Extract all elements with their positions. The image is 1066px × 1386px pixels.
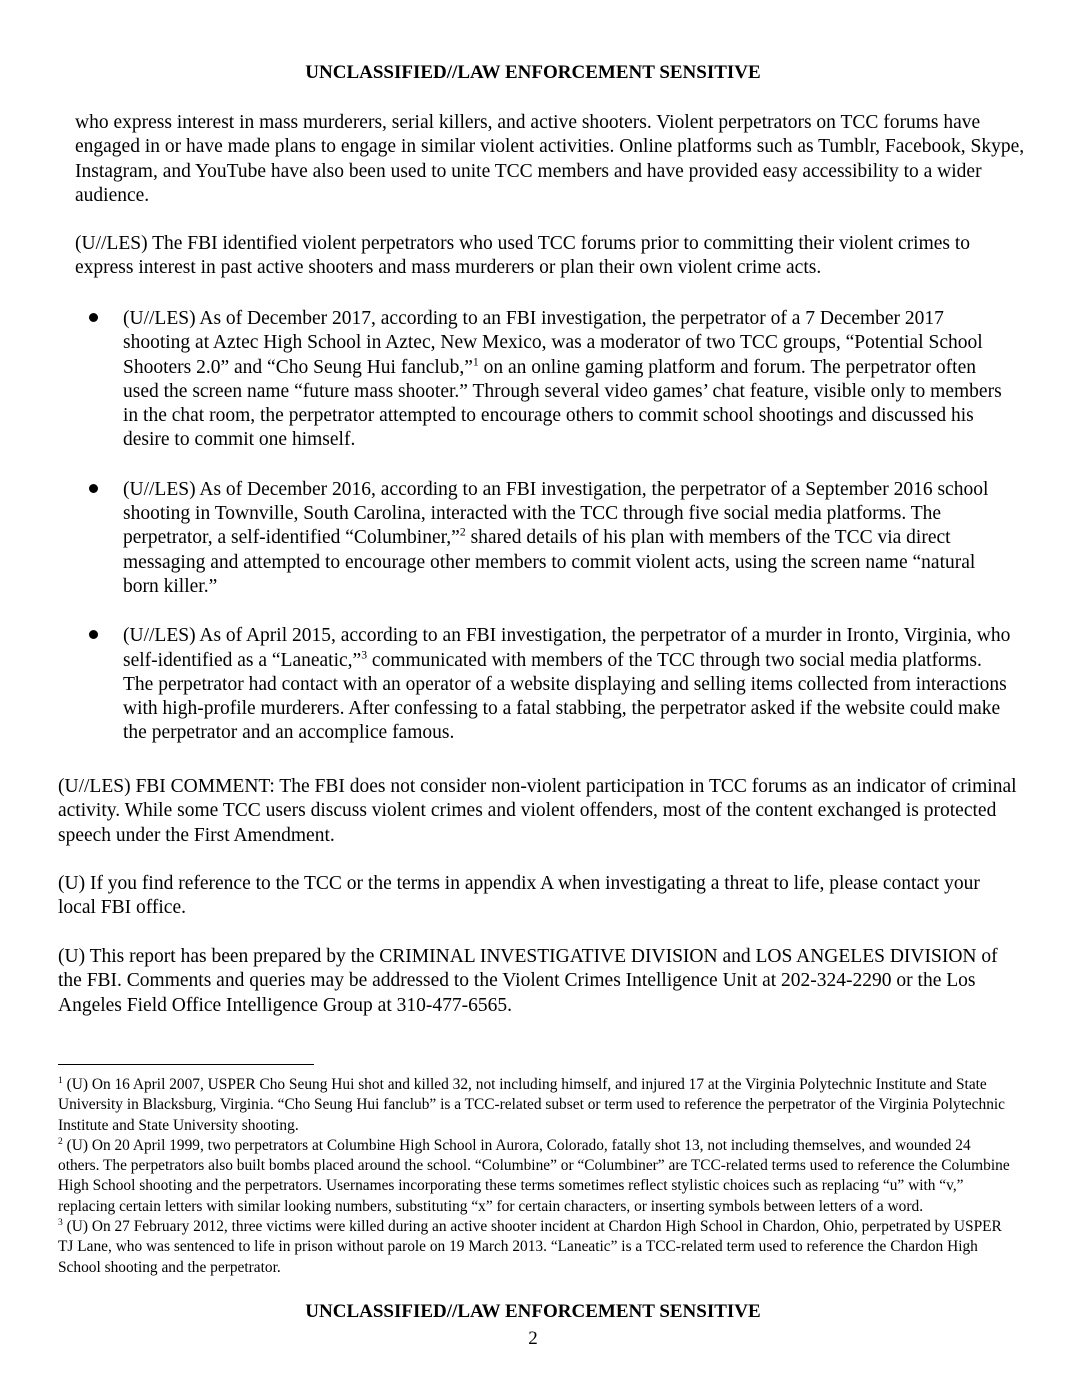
prepared-by-paragraph: (U) This report has been prepared by the CRIMINAL INVESTIGATIVE DIVISION and LOS ANGELES DIVISION of the FBI. Comments and queries may be addressed to the Violent Crimes Intelligence Unit at 202-324-2290 or the Los Angeles Field Office Intelligence Group at 310-477-6565.: [58, 946, 998, 1016]
footnote-number: 3: [58, 1216, 63, 1228]
contact-paragraph: (U) If you find reference to the TCC or the terms in appendix A when investigating a threat to life, please contact your local FBI office.: [58, 873, 980, 919]
case-bullet-2: [0, 478, 1013, 599]
footnote-3: [58, 1217, 1013, 1278]
page-number: 2: [528, 1328, 538, 1349]
bullet-text-after: shared details of his plan with members of the TCC via direct messaging and attempted to encourage other members to commit violent acts, using the screen name “natural born killer.”: [123, 527, 976, 597]
footnote-2: [58, 1136, 1013, 1217]
bullet-text-before: (U//LES) As of December 2017, according to an FBI investigation, the perpetrator of a 7 December 2017 shooting at Aztec High School in Aztec, New Mexico, was a moderator of two TCC groups, “Potential School Shooters 2.0” and “Cho Seung Hui fanclub,”: [123, 308, 983, 378]
footnote-text: (U) On 27 February 2012, three victims were killed during an active shooter incident at Chardon High School in Chardon, Ohio, perpetrated by USPER TJ Lane, who was sentenced to life in prison without parole on 19 March 2013. “Laneatic” is a TCC-related term used to reference the Chardon High School shooting and the perpetrator.: [58, 1218, 1002, 1276]
case-bullet-3: [0, 624, 1013, 745]
classification-banner-bottom: UNCLASSIFIED//LAW ENFORCEMENT SENSITIVE: [305, 1301, 761, 1322]
bullet-dot-icon: [89, 630, 98, 639]
footnote-text: (U) On 20 April 1999, two perpetrators at Columbine High School in Aurora, Colorado, fatally shot 13, not including themselves, and wounded 24 others. The perpetrators also built bombs placed around the school. “Columbine” or “Columbiner” are TCC-related terms used to reference the Columbine High School shooting and the perpetrators. Usernames incorporating these terms sometimes reflect stylistic choices such as replacing “u” with “v,” replacing certain letters with similar looking numbers, substituting “x” for certain characters, or inserting symbols between letters of a word.: [58, 1136, 1010, 1215]
footnote-ref-1[interactable]: 1: [472, 355, 479, 369]
footnote-text: (U) On 16 April 2007, USPER Cho Seung Hui shot and killed 32, not including himself, and injured 17 at the Virginia Polytechnic Institute and State University in Blacksburg, Virginia. “Cho Seung Hui fanclub” is a TCC-related subset or term used to reference the perpetrator of the Virginia Polytechnic Institute and State University shooting.: [58, 1076, 1006, 1134]
footnote-ref-3[interactable]: 3: [361, 648, 368, 662]
bullet-text-before: (U//LES) As of April 2015, according to an FBI investigation, the perpetrator of a murder in Ironto, Virginia, who self-identified as a “Laneatic,”: [123, 625, 1011, 671]
footnote-ref-2[interactable]: 2: [459, 525, 466, 539]
footnote-divider: [58, 1064, 314, 1065]
footnote-number: 1: [58, 1074, 63, 1086]
bullet-text-after: communicated with members of the TCC through two social media platforms. The perpetrator had contact with an operator of a website displaying and selling items collected from interactions with high-profile murderers. After confessing to a fatal stabbing, the perpetrator asked if the website could make the perpetrator and an accomplice famous.: [123, 649, 1007, 744]
bullet-dot-icon: [89, 313, 98, 322]
footnote-1: [58, 1075, 1013, 1136]
bullet-text-after: on an online gaming platform and forum. The perpetrator often used the screen name “future mass shooter.” Through several video games’ chat feature, visible only to members in the chat room, the perpetrator attempted to encourage others to commit school shootings and discussed his desire to commit one himself.: [123, 356, 1002, 451]
finding-paragraph: (U//LES) The FBI identified violent perpetrators who used TCC forums prior to committing their violent crimes to express interest in past active shooters and mass murderers or plan their own violent crime acts.: [75, 233, 971, 279]
bullet-dot-icon: [89, 484, 98, 493]
case-bullet-list: [0, 307, 1066, 771]
intro-paragraph: who express interest in mass murderers, serial killers, and active shooters. Violent perpetrators on TCC forums have engaged in or have made plans to engage in similar violent activities. Online platforms such as Tumblr, Facebook, Skype, Instagram, and YouTube have also been used to unite TCC members and have provided easy accessibility to a wider audience.: [75, 112, 1025, 206]
footnote-number: 2: [58, 1135, 63, 1147]
case-bullet-1: [0, 307, 1013, 453]
fbi-comment-paragraph: (U//LES) FBI COMMENT: The FBI does not consider non-violent participation in TCC forums as an indicator of criminal activity. While some TCC users discuss violent crimes and violent offenders, most of the content exchanged is protected speech under the First Amendment.: [58, 776, 1017, 846]
classification-banner-top: UNCLASSIFIED//LAW ENFORCEMENT SENSITIVE: [305, 62, 761, 83]
footnotes: [58, 1075, 1013, 1278]
bullet-text-before: (U//LES) As of December 2016, according to an FBI investigation, the perpetrator of a September 2016 school shooting in Townville, South Carolina, interacted with the TCC through five social media platforms. The perpetrator, a self-identified “Columbiner,”: [123, 478, 989, 549]
